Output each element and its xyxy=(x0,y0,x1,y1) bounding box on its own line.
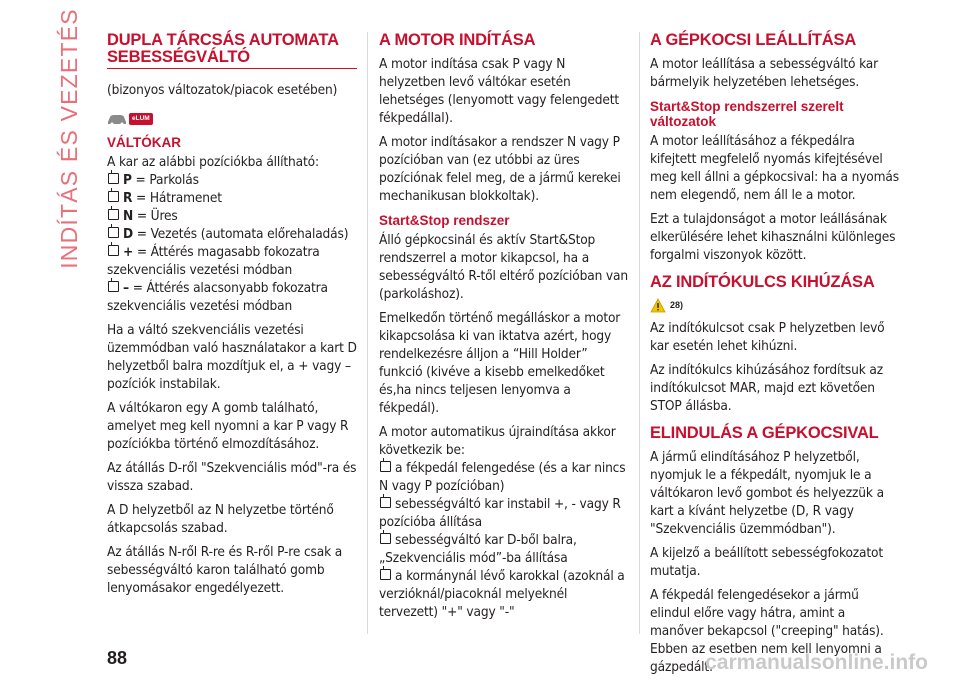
paragraph: A motor automatikus újraindítása akkor következik be: xyxy=(379,424,616,458)
section-heading: AZ INDÍTÓKULCS KIHÚZÁSA xyxy=(650,273,875,291)
column-divider xyxy=(367,32,368,634)
applicability-note: (bizonyos változatok/piacok esetében) xyxy=(107,82,338,98)
bullet-icon xyxy=(380,461,391,472)
paragraph: A D helyzetből az N helyzetbe történő átkapcsolás szabad. xyxy=(107,502,334,536)
paragraph: A kijelző a beállított sebességfokozatot mutatja. xyxy=(650,545,883,579)
bullet-icon xyxy=(108,245,119,256)
bullet-icon xyxy=(380,569,391,580)
section-heading: ELINDULÁS A GÉPKOCSIVAL xyxy=(650,424,879,442)
column-3 xyxy=(650,32,900,682)
paragraph: Ha a váltó szekvenciális vezetési üzemmódban való használatakor a kart D helyzetből balra mozdítjuk el, a + vagy – pozíciók instabilak. xyxy=(107,322,357,392)
elum-indicator xyxy=(107,105,357,125)
paragraph: A váltókaron egy A gomb található, amelyet meg kell nyomni a kar P vagy R pozíciókba történő elmozdításához. xyxy=(107,400,349,452)
bullet-icon xyxy=(380,533,391,544)
warning-ref-number: 28) xyxy=(670,300,684,310)
bullet-icon xyxy=(108,209,119,220)
gear-item-minus: – = Áttérés alacsonyabb fokozatra szekvenciális vezetési módban xyxy=(107,280,328,314)
bullet-icon xyxy=(108,281,119,292)
paragraph: A jármű elindításához P helyzetből, nyomjuk le a fékpedált, nyomjuk le a váltókaron levő gombot és helyezzük a kart a kívánt helyzetbe (D, R vagy "Szekvenciális üzemmódban"). xyxy=(650,449,884,537)
chapter-side-tab xyxy=(52,7,86,269)
paragraph: Az indítókulcs kihúzásához fordítsuk az indítókulcsot MAR, majd ezt követően STOP állásba. xyxy=(650,362,884,414)
column-1 xyxy=(107,32,357,603)
paragraph: Ezt a tulajdonságot a motor leállásának elkerülésére lehet kihasználni különleges forgalmi viszonyok között. xyxy=(650,211,896,263)
bullet-icon xyxy=(380,497,391,508)
section-heading: A MOTOR INDÍTÁSA xyxy=(379,31,536,49)
gear-item-r: R = Hátramenet xyxy=(107,189,357,207)
bullet-icon xyxy=(108,173,119,184)
bullet-icon xyxy=(108,227,119,238)
list-item: sebességváltó kar D-ből balra, „Szekvenciális mód”-ba állítása xyxy=(379,532,577,566)
paragraph: A motor leállítása a sebességváltó kar bármelyik helyzetében lehetséges. xyxy=(650,56,879,90)
paragraph: Emelkedőn történő megálláskor a motor kikapcsolása ki van iktatva azért, hogy rendelkezésre álljon a “Hill Holder” funkció (kivéve a kisebb emelkedőket és,ha nincs teljesen lenyomva a fékpedál). xyxy=(379,310,621,416)
page-number: 88 xyxy=(107,648,128,668)
paragraph: A fékpedál felengedésekor a jármű elindul előre vagy hátra, amint a manőver bekapcsol ("creeping" hatás). Ebben az esetben nem kell lenyomni a gázpedált. xyxy=(650,587,884,675)
subsection-heading: Start&Stop rendszerrel szerelt változatok xyxy=(650,99,844,129)
column-divider xyxy=(639,32,640,634)
list-item: a fékpedál felengedése (és a kar nincs N vagy P pozícióban) xyxy=(379,460,626,494)
section-heading: A GÉPKOCSI LEÁLLÍTÁSA xyxy=(650,31,857,49)
gear-item-d: D = Vezetés (automata előrehaladás) xyxy=(107,225,357,243)
section-heading: DUPLA TÁRCSÁS AUTOMATA SEBESSÉGVÁLTÓ xyxy=(107,32,357,69)
car-icon xyxy=(107,113,127,125)
subsection-heading: Start&Stop rendszer xyxy=(379,213,510,228)
gear-item-p: P = Parkolás xyxy=(107,171,357,189)
paragraph: Az indítókulcsot csak P helyzetben levő kar esetén lehet kihúzni. xyxy=(650,320,885,354)
gear-lever-heading: VÁLTÓKAR xyxy=(107,135,181,150)
chapter-title: INDÍTÁS ÉS VEZETÉS xyxy=(55,7,82,269)
paragraph: Álló gépkocsinál és aktív Start&Stop rendszerrel a motor kikapcsol, ha a sebességváltó R-től eltérő pozícióban van (parkoláshoz). xyxy=(379,232,628,302)
list-item: a kormánynál lévő karokkal (azoknál a verzióknál/piacoknál melyeknél tervezett) "+" vagy "-" xyxy=(379,568,625,620)
paragraph: A motor indítása csak P vagy N helyzetben levő váltókar esetén lehetséges (lenyomott vagy felengedett fékpedállal). xyxy=(379,56,620,126)
paragraph: Az átállás N-ről R-re és R-ről P-re csak a sebességváltó karon található gomb lenyomásakor engedélyezett. xyxy=(107,544,343,596)
watermark: carmanualsonline.info xyxy=(705,651,928,674)
elum-badge: eLUM xyxy=(129,113,153,125)
warning-icon xyxy=(650,298,666,313)
gear-item-plus: + = Áttérés magasabb fokozatra szekvenciális vezetési módban xyxy=(107,244,320,278)
paragraph: A motor leállításához a fékpedálra kifejtett megfelelő nyomás kifejtésével meg kell állni a gépkocsival: ha a nyomás nem elegendő, nem áll le a motor. xyxy=(650,133,899,203)
gear-item-n: N = Üres xyxy=(107,207,357,225)
bullet-icon xyxy=(108,191,119,202)
list-item: sebességváltó kar instabil +, - vagy R pozícióba állítása xyxy=(379,496,621,530)
column-2 xyxy=(379,32,629,621)
paragraph: Az átállás D-ről "Szekvenciális mód"-ra és vissza szabad. xyxy=(107,460,357,494)
warning-reference xyxy=(650,297,900,313)
paragraph: A motor indításakor a rendszer N vagy P pozícióban van (ez utóbbi az üres pozíciónak felel meg, de a jármű kerekei mechanikusan blokkoltak). xyxy=(379,134,621,204)
gear-intro: A kar az alábbi pozíciókba állítható: xyxy=(107,154,319,170)
